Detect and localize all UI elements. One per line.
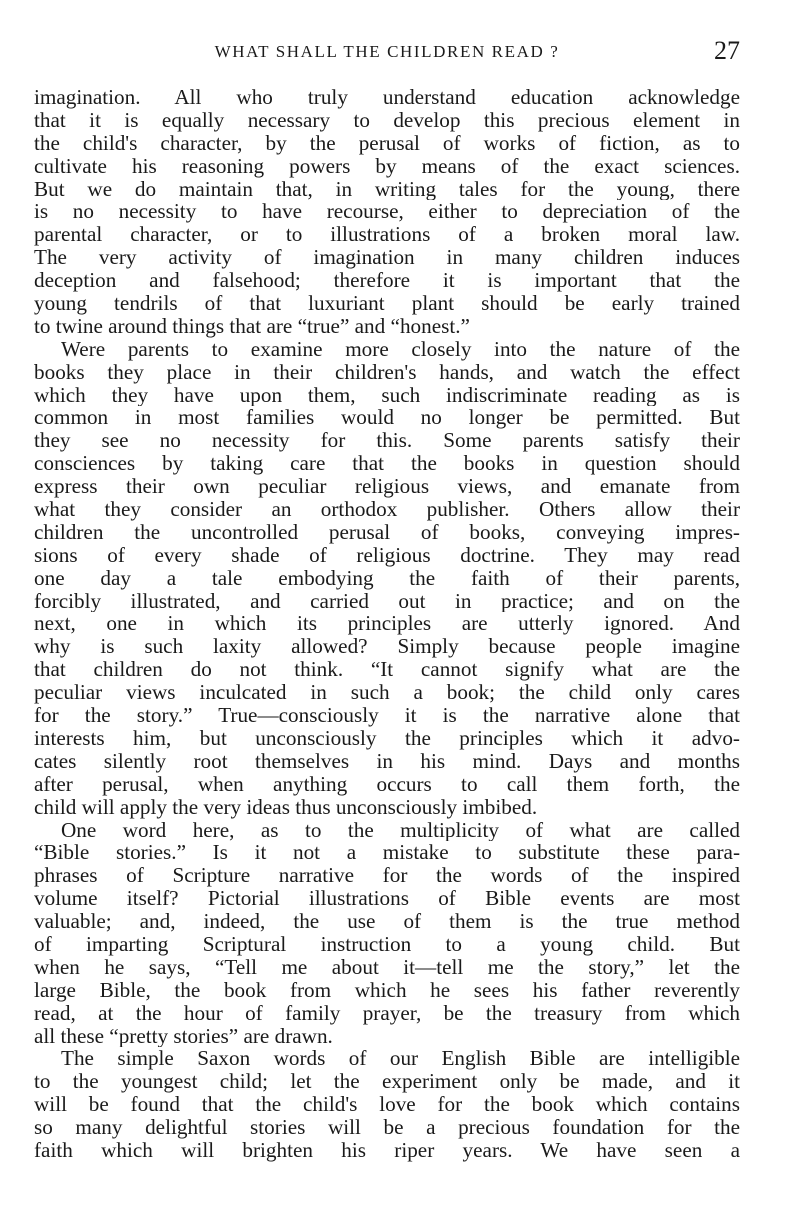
running-head — [34, 36, 740, 66]
text-line: is no necessity to have recourse, either to depreciation of the — [34, 200, 740, 224]
text-line: sions of every shade of religious doctrine. They may read — [34, 543, 740, 567]
text-line: read, at the hour of family prayer, be the treasury from which — [34, 1001, 740, 1025]
text-line: books they place in their children's hands, and watch the effect — [34, 360, 740, 384]
text-line: the child's character, by the perusal of works of fiction, as to — [34, 131, 740, 155]
text-line: that it is equally necessary to develop this precious element in — [34, 108, 740, 132]
text-line: One word here, as to the multiplicity of what are called — [61, 818, 740, 842]
text-line: forcibly illustrated, and carried out in practice; and on the — [34, 589, 740, 613]
text-line: what they consider an orthodox publisher. Others allow their — [34, 498, 740, 521]
text-line: next, one in which its principles are utterly ignored. And — [34, 612, 740, 636]
text-line: for the story.” True—consciously it is the narrative alone that — [34, 704, 740, 727]
text-line: faith which will brighten his riper years. We have seen a — [34, 1138, 740, 1162]
text-line: of imparting Scriptural instruction to a young child. But — [34, 932, 740, 956]
running-title: WHAT SHALL THE CHILDREN READ ? — [214, 42, 560, 61]
text-line: when he says, “Tell me about it—tell me the story,” let the — [34, 955, 740, 979]
text-line: why is such laxity allowed? Simply because people imagine — [34, 635, 740, 659]
text-line: large Bible, the book from which he sees his father reverently — [34, 978, 740, 1002]
text-line: they see no necessity for this. Some parents satisfy their — [34, 429, 740, 453]
text-line: deception and falsehood; therefore it is important that the — [34, 269, 740, 293]
text-line: common in most families would no longer be permitted. But — [34, 406, 740, 430]
text-line: child will apply the very ideas thus unconsciously imbibed. — [34, 795, 538, 819]
text-line: that children do not think. “It cannot signify what are the — [34, 658, 740, 682]
text-line: valuable; and, indeed, the use of them is the true method — [34, 910, 740, 933]
text-line: to twine around things that are “true” and “honest.” — [34, 314, 470, 338]
text-line: after perusal, when anything occurs to call them forth, the — [34, 772, 740, 796]
text-line: which they have upon them, such indiscriminate reading as is — [34, 383, 740, 407]
text-line: The very activity of imagination in many children induces — [34, 246, 740, 270]
text-line: peculiar views inculcated in such a book; the child only cares — [34, 681, 740, 705]
text-line: one day a tale embodying the faith of their parents, — [34, 566, 740, 590]
text-line: to the youngest child; let the experiment only be made, and it — [34, 1070, 740, 1094]
text-line: “Bible stories.” Is it not a mistake to substitute these para- — [34, 841, 740, 865]
text-line: volume itself? Pictorial illustrations of Bible events are most — [34, 887, 740, 911]
text-line: will be found that the child's love for the book which contains — [34, 1093, 740, 1117]
text-line: But we do maintain that, in writing tales for the young, there — [34, 177, 740, 201]
text-line: Were parents to examine more closely into the nature of the — [61, 337, 740, 361]
text-line: phrases of Scripture narrative for the words of the inspired — [34, 864, 740, 888]
text-line: all these “pretty stories” are drawn. — [34, 1024, 333, 1048]
text-line: consciences by taking care that the books in question should — [34, 452, 740, 476]
text-line: parental character, or to illustrations of a broken moral law. — [34, 223, 740, 247]
text-line: cates silently root themselves in his mind. Days and months — [34, 749, 740, 773]
text-line: imagination. All who truly understand education acknowledge — [34, 86, 740, 109]
page-number: 27 — [714, 36, 740, 65]
body-text — [34, 86, 740, 1162]
text-line: so many delightful stories will be a precious foundation for the — [34, 1116, 740, 1139]
text-line: express their own peculiar religious views, and emanate from — [34, 475, 740, 499]
text-line: The simple Saxon words of our English Bible are intelligible — [61, 1047, 740, 1071]
text-line: children the uncontrolled perusal of books, conveying impres- — [34, 520, 740, 544]
text-line: cultivate his reasoning powers by means of the exact sciences. — [34, 154, 740, 178]
text-line: interests him, but unconsciously the principles which it advo- — [34, 726, 740, 750]
text-line: young tendrils of that luxuriant plant should be early trained — [34, 292, 740, 315]
